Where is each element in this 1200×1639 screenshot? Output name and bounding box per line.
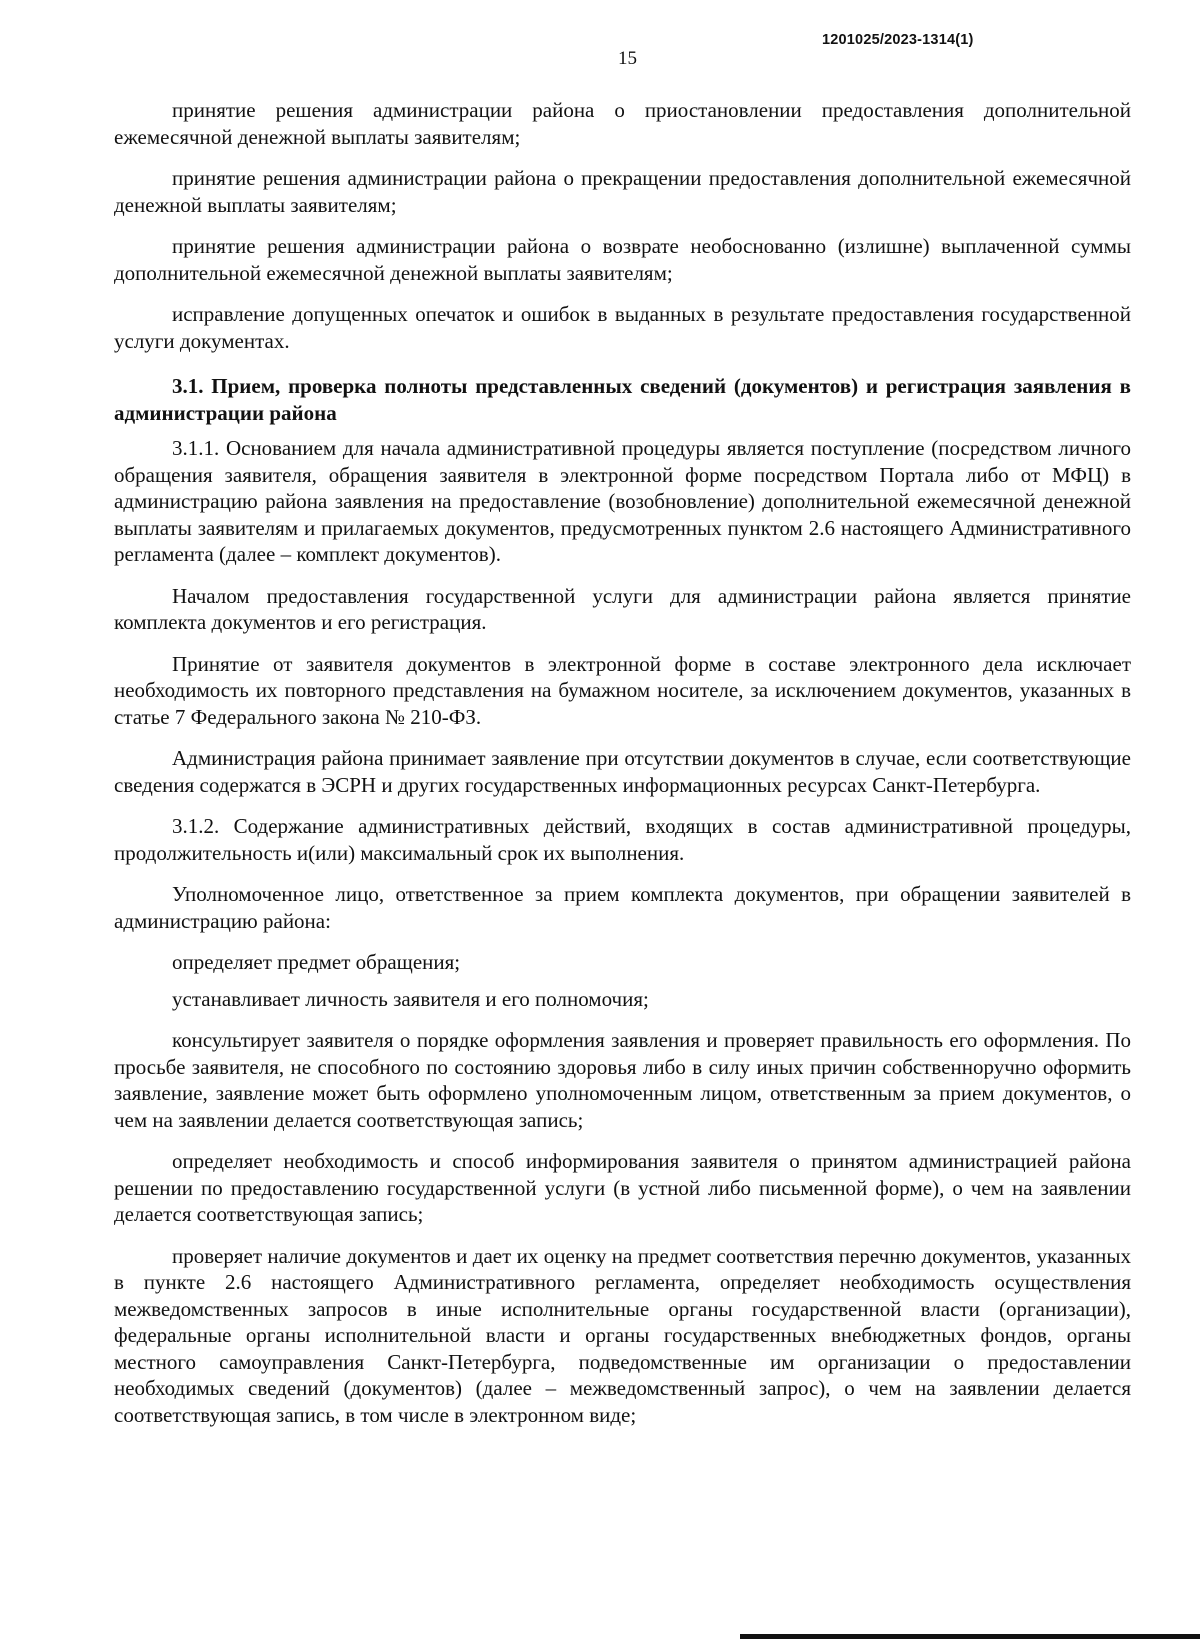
paragraph-3-1-2: 3.1.2. Содержание административных действий, входящих в состав административной процедуры, продолжительность и(или) максимальный срок их выполнения. [114, 814, 1131, 865]
section-heading-3-1: 3.1. Прием, проверка полноты представленных сведений (документов) и регистрация заявления в администрации района [114, 374, 1131, 425]
paragraph-corrections: исправление допущенных опечаток и ошибок в выданных в результате предоставления государственной услуги документах. [114, 302, 1131, 353]
paragraph-3-1-1: 3.1.1. Основанием для начала административной процедуры является поступление (посредством личного обращения заявителя, обращения заявителя в электронной форме посредством Портала либо от МФЦ) в администрацию района заявления на предоставление (возобновление) дополнительной ежемесячной денежной выплаты заявителям и прилагаемых документов, предусмотренных пунктом 2.6 настоящего Административного регламента (далее – комплект документов). [114, 436, 1131, 566]
document-registration-number: 1201025/2023-1314(1) [822, 32, 974, 48]
paragraph-suspension: принятие решения администрации района о приостановлении предоставления дополнительной ежемесячной денежной выплаты заявителям; [114, 98, 1131, 149]
paragraph-electronic-documents: Принятие от заявителя документов в электронной форме в составе электронного дела исключает необходимость их повторного представления на бумажном носителе, за исключением документов, указанных в статье 7 Федерального закона № 210-ФЗ. [114, 651, 1131, 729]
list-item-consultation: консультирует заявителя о порядке оформления заявления и проверяет правильность его оформления. По просьбе заявителя, не способного по состоянию здоровья либо в силу иных причин собственноручно оформить заявление, заявление может быть оформлено уполномоченным лицом, ответственным за прием документов, о чем на заявлении делается соответствующая запись; [114, 1028, 1131, 1132]
paragraph-esrn: Администрация района принимает заявление при отсутствии документов в случае, если соответствующие сведения содержатся в ЭСРН и других государственных информационных ресурсах Санкт-Петербурга. [114, 746, 1131, 797]
list-item-identity: устанавливает личность заявителя и его полномочия; [172, 986, 649, 1011]
paragraph-termination: принятие решения администрации района о прекращении предоставления дополнительной ежемесячной денежной выплаты заявителям; [114, 166, 1131, 217]
page-number: 15 [618, 48, 637, 69]
list-item-informing: определяет необходимость и способ информирования заявителя о принятом администрацией района решении по предоставлению государственной услуги (в устной либо письменной форме), о чем на заявлении делается соответствующая запись; [114, 1149, 1131, 1226]
list-item-subject: определяет предмет обращения; [172, 950, 461, 974]
paragraph-authorized-person: Уполномоченное лицо, ответственное за прием комплекта документов, при обращении заявителей в администрацию района: [114, 882, 1131, 933]
paragraph-service-start: Началом предоставления государственной услуги для администрации района является принятие комплекта документов и его регистрация. [114, 583, 1131, 634]
paragraph-refund: принятие решения администрации района о возврате необоснованно (излишне) выплаченной суммы дополнительной ежемесячной денежной выплаты заявителям; [114, 234, 1131, 285]
document-body [114, 97, 1131, 1443]
list-item-document-check: проверяет наличие документов и дает их оценку на предмет соответствия перечню документов, указанных в пункте 2.6 настоящего Административного регламента, определяет необходимость осуществления межведомственных запросов в иные исполнительные органы государственной власти (организации), федеральные органы исполнительной власти и органы государственных внебюджетных фондов, органы местного самоуправления Санкт-Петербурга, подведомственные им организации о предоставлении необходимых сведений (документов) (далее – межведомственный запрос), о чем на заявлении делается соответствующая запись, в том числе в электронном виде; [114, 1243, 1131, 1427]
bottom-divider [740, 1634, 1200, 1639]
